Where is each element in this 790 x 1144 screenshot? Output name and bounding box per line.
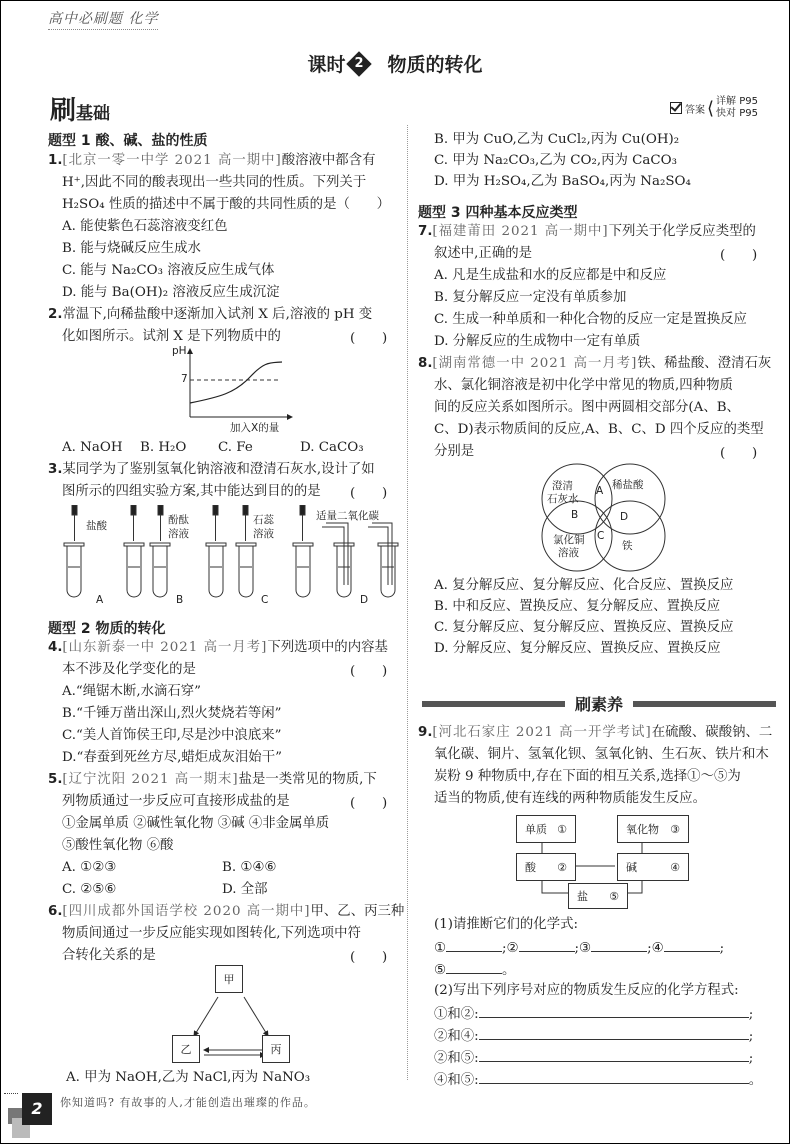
q8-line5: 分别是 bbox=[434, 444, 475, 459]
q6-source: [四川成都外国语学校 2020 高一期中] bbox=[62, 904, 311, 919]
running-title: 高中必刷题 化学 bbox=[48, 8, 158, 30]
venn-cucl2-2: 溶液 bbox=[558, 547, 579, 559]
q5-option-d: D. 全部 bbox=[222, 882, 268, 897]
equation-blank-4[interactable] bbox=[479, 1069, 749, 1084]
q7-option-b: B. 复分解反应一定没有单质参加 bbox=[434, 290, 627, 305]
q4-source: [山东新泰一中 2021 高一月考] bbox=[62, 640, 268, 655]
node-element-num: ① bbox=[557, 822, 567, 836]
q3-text: 某同学为了鉴别氢氧化钠溶液和澄清石灰水,设计了如 bbox=[62, 462, 375, 477]
q7-option-d: D. 分解反应的生成物中一定有单质 bbox=[434, 334, 641, 349]
q1-source: [北京一零一中学 2021 高一期中] bbox=[62, 153, 282, 168]
q8-line2: 水、氯化铜溶液是初中化学中常见的物质,四种物质 bbox=[434, 378, 733, 393]
eq3-label: ②和⑤: bbox=[434, 1051, 479, 1066]
node-bing: 丙 bbox=[262, 1035, 290, 1063]
q7-text: 下列关于化学反应类型的 bbox=[608, 224, 756, 239]
venn-limewater-2: 石灰水 bbox=[547, 493, 579, 505]
q1-option-a: A. 能使紫色石蕊溶液变红色 bbox=[62, 219, 228, 234]
node-oxide-num: ③ bbox=[670, 822, 680, 836]
blank2-label: ;② bbox=[502, 941, 519, 956]
q4-option-a: A.“绳锯木断,水滴石穿” bbox=[62, 684, 201, 699]
q6-line3: 合转化关系的是 bbox=[62, 948, 156, 963]
q9-number: 9. bbox=[418, 725, 433, 740]
tick-7: 7 bbox=[181, 373, 188, 385]
q2-option-a: A. NaOH bbox=[62, 440, 123, 455]
venn-iron: 铁 bbox=[622, 540, 633, 552]
q9-eq-row2 bbox=[434, 1025, 753, 1047]
q7-source: [福建莆田 2021 高一期中] bbox=[432, 224, 609, 239]
q5-answer-paren: ( ) bbox=[350, 796, 388, 811]
ph-curve bbox=[190, 362, 282, 403]
q9-line3: 炭粉 9 种物质中,存在下面的相互关系,选择①～⑤为 bbox=[434, 769, 741, 784]
row1-semicolon: ; bbox=[719, 941, 725, 956]
q9-part1: (1)请推断它们的化学式: bbox=[434, 917, 578, 932]
q5-option-a: A. ①②③ bbox=[62, 860, 117, 875]
blank3-label: ;③ bbox=[574, 941, 592, 956]
label-litmus-1: 石蕊 bbox=[253, 514, 274, 526]
venn-cucl2-1: 氯化铜 bbox=[553, 534, 585, 546]
q6-answer-paren: ( ) bbox=[350, 950, 388, 965]
answer-quick: 快对 P95 bbox=[716, 108, 758, 119]
page-number: 2 bbox=[22, 1093, 52, 1125]
q1-option-b: B. 能与烧碱反应生成水 bbox=[62, 241, 201, 256]
q8-source: [湖南常德一中 2021 高一月考] bbox=[432, 356, 638, 371]
row2-stop: 。 bbox=[502, 963, 516, 978]
label-phenolphthalein-2: 溶液 bbox=[168, 528, 189, 540]
heading-bar-right bbox=[633, 701, 776, 707]
q5-option-c: C. ②⑤⑥ bbox=[62, 882, 117, 897]
q4-line1 bbox=[48, 638, 388, 658]
section-heading bbox=[50, 90, 110, 127]
lesson-name: 物质的转化 bbox=[387, 54, 483, 76]
eq4-label: ④和⑤: bbox=[434, 1073, 479, 1088]
q6-line2: 物质间通过一步反应能实现如图转化,下列选项中符 bbox=[62, 926, 361, 941]
q3-line1 bbox=[48, 460, 375, 480]
type1-heading: 题型 1 酸、碱、盐的性质 bbox=[48, 133, 208, 149]
label-hcl: 盐酸 bbox=[86, 520, 107, 532]
section-big: 刷 bbox=[50, 96, 77, 126]
node-base-num: ④ bbox=[670, 860, 680, 874]
lesson-title bbox=[0, 50, 790, 77]
q8-line3: 间的反应关系如图所示。图中两圆相交部分(A、B、 bbox=[434, 400, 740, 415]
caption-b: B bbox=[176, 594, 184, 606]
node-acid-label: 酸 bbox=[525, 861, 536, 874]
q2-option-c: C. Fe bbox=[218, 440, 253, 455]
answer-reference bbox=[670, 96, 758, 120]
node-salt-label: 盐 bbox=[577, 890, 588, 903]
q9-source: [河北石家庄 2021 高一开学考试] bbox=[432, 725, 652, 740]
q8-option-c: C. 复分解反应、复分解反应、置换反应、置换反应 bbox=[434, 620, 734, 635]
q9-line4: 适当的物质,使有连线的两种物质能发生反应。 bbox=[434, 791, 707, 806]
node-oxide-label: 氧化物 bbox=[626, 823, 659, 836]
eq1-label: ①和②: bbox=[434, 1007, 479, 1022]
formula-blank-5[interactable] bbox=[446, 959, 502, 974]
q8-answer-paren: ( ) bbox=[720, 446, 758, 461]
q6-option-d: D. 甲为 H₂SO₄,乙为 BaSO₄,丙为 Na₂SO₄ bbox=[434, 174, 691, 189]
q6-line1 bbox=[48, 902, 404, 922]
type2-heading: 题型 2 物质的转化 bbox=[48, 621, 166, 637]
formula-blank-3[interactable] bbox=[591, 937, 647, 952]
q7-option-a: A. 凡是生成盐和水的反应都是中和反应 bbox=[434, 268, 667, 283]
x-axis-label: 加入X的量 bbox=[230, 422, 280, 434]
equation-blank-1[interactable] bbox=[479, 1003, 749, 1018]
equation-blank-3[interactable] bbox=[479, 1047, 749, 1062]
footer-tip: 你知道吗? 有故事的人,才能创造出璀璨的作品。 bbox=[60, 1096, 316, 1109]
section-small: 基础 bbox=[76, 104, 111, 124]
node-element bbox=[516, 815, 576, 843]
q8-number: 8. bbox=[418, 356, 433, 371]
q2-text: 常温下,向稀盐酸中逐渐加入试剂 X 后,溶液的 pH 变 bbox=[62, 307, 373, 322]
equation-blank-2[interactable] bbox=[479, 1025, 749, 1040]
q1-option-d: D. 能与 Ba(OH)₂ 溶液反应生成沉淀 bbox=[62, 285, 280, 300]
node-base-label: 碱 bbox=[626, 861, 637, 874]
type3-heading: 题型 3 四种基本反应类型 bbox=[418, 205, 578, 221]
q4-answer-paren: ( ) bbox=[350, 664, 388, 679]
q4-number: 4. bbox=[48, 640, 63, 655]
q4-option-b: B.“千锤万凿出深山,烈火焚烧若等闲” bbox=[62, 706, 282, 721]
q1-option-c: C. 能与 Na₂CO₃ 溶液反应生成气体 bbox=[62, 263, 275, 278]
node-base bbox=[617, 853, 689, 881]
q9-eq-row1 bbox=[434, 1003, 753, 1025]
formula-blank-1[interactable] bbox=[446, 937, 502, 952]
q6-text: 甲、乙、丙三种 bbox=[310, 904, 405, 919]
q5-line3: ①金属单质 ②碱性氧化物 ③碱 ④非金属单质 bbox=[62, 816, 330, 831]
checkbox-icon bbox=[670, 102, 682, 114]
q9-line1 bbox=[418, 723, 772, 743]
q1-text: 酸溶液中都含有 bbox=[281, 153, 376, 168]
node-element-label: 单质 bbox=[525, 823, 547, 836]
node-yi: 乙 bbox=[172, 1035, 200, 1063]
literacy-heading bbox=[422, 692, 776, 715]
q5-source: [辽宁沈阳 2021 高一期末] bbox=[62, 772, 239, 787]
q6-option-b: B. 甲为 CuO,乙为 CuCl₂,丙为 Cu(OH)₂ bbox=[434, 132, 680, 147]
blank1-label: ① bbox=[434, 941, 447, 956]
q2-line2: 化如图所示。试剂 X 是下列物质中的 bbox=[62, 329, 281, 344]
q2-ph-graph bbox=[160, 345, 300, 427]
q9-part2: (2)写出下列序号对应的物质发生反应的化学方程式: bbox=[434, 983, 739, 998]
q2-answer-paren: ( ) bbox=[350, 331, 388, 346]
q9-formula-row1 bbox=[434, 937, 724, 959]
label-litmus-2: 溶液 bbox=[253, 528, 274, 540]
q9-eq-row4 bbox=[434, 1069, 762, 1091]
venn-hcl: 稀盐酸 bbox=[612, 479, 644, 491]
q9-text: 在硫酸、碳酸钠、二 bbox=[651, 725, 773, 740]
q8-option-a: A. 复分解反应、复分解反应、化合反应、置换反应 bbox=[434, 578, 734, 593]
angle-bracket-icon: ⟨ bbox=[707, 97, 715, 119]
answer-label: 答案 bbox=[685, 104, 705, 116]
q2-number: 2. bbox=[48, 307, 63, 322]
eq2-semicolon: ; bbox=[748, 1029, 754, 1044]
q3-line2: 图所示的四组实验方案,其中能达到目的的是 bbox=[62, 484, 321, 499]
q8-line1 bbox=[418, 354, 771, 374]
blank4-label: ;④ bbox=[647, 941, 664, 956]
q7-line1 bbox=[418, 222, 756, 242]
node-jia: 甲 bbox=[215, 965, 243, 993]
literacy-title: 刷素养 bbox=[575, 695, 624, 714]
y-axis-label: pH bbox=[172, 345, 187, 357]
q6-number: 6. bbox=[48, 904, 63, 919]
q5-option-b: B. ①④⑥ bbox=[222, 860, 277, 875]
circle-hcl bbox=[595, 464, 665, 534]
venn-a: A bbox=[596, 485, 604, 497]
q8-option-b: B. 中和反应、置换反应、复分解反应、置换反应 bbox=[434, 599, 721, 614]
q8-option-d: D. 分解反应、复分解反应、置换反应、置换反应 bbox=[434, 641, 721, 656]
node-salt-num: ⑤ bbox=[609, 889, 619, 903]
heading-bar-left bbox=[422, 701, 565, 707]
formula-blank-2[interactable] bbox=[519, 937, 575, 952]
column-divider bbox=[407, 125, 408, 1080]
lesson-number-badge bbox=[346, 51, 371, 76]
node-acid-num: ② bbox=[557, 860, 567, 874]
node-acid bbox=[516, 853, 576, 881]
caption-d: D bbox=[360, 594, 369, 606]
q7-option-c: C. 生成一种单质和一种化合物的反应一定是置换反应 bbox=[434, 312, 747, 327]
q4-option-d: D.“春蚕到死丝方尽,蜡炬成灰泪始干” bbox=[62, 750, 282, 765]
label-co2: 适量二氧化碳 bbox=[316, 510, 379, 522]
eq3-semicolon: ; bbox=[748, 1051, 754, 1066]
q6-option-a: A. 甲为 NaOH,乙为 NaCl,丙为 NaNO₃ bbox=[66, 1070, 311, 1085]
q4-text: 下列选项中的内容基 bbox=[267, 640, 388, 655]
caption-c: C bbox=[261, 594, 269, 606]
q2-line1 bbox=[48, 305, 372, 325]
answer-detail: 详解 P95 bbox=[716, 96, 758, 107]
q5-text: 盐是一类常见的物质,下 bbox=[238, 772, 377, 787]
q9-eq-row3 bbox=[434, 1047, 753, 1069]
q3-answer-paren: ( ) bbox=[350, 486, 388, 501]
eq4-stop: 。 bbox=[748, 1073, 763, 1088]
q3-number: 3. bbox=[48, 462, 63, 477]
label-phenolphthalein-1: 酚酞 bbox=[168, 514, 189, 526]
q6-option-c: C. 甲为 Na₂CO₃,乙为 CO₂,丙为 CaCO₃ bbox=[434, 153, 677, 168]
q8-text: 铁、稀盐酸、澄清石灰 bbox=[637, 356, 772, 371]
footer-dots bbox=[4, 1093, 18, 1095]
q4-line2: 本不涉及化学变化的是 bbox=[62, 662, 196, 677]
venn-limewater-1: 澄清 bbox=[552, 480, 573, 492]
circle-iron bbox=[595, 501, 665, 571]
eq1-semicolon: ; bbox=[748, 1007, 754, 1022]
q9-formula-row2 bbox=[434, 959, 515, 981]
q7-line2: 叙述中,正确的是 bbox=[434, 246, 532, 261]
q8-line4: C、D)表示物质间的反应,A、B、C、D 四个反应的类型 bbox=[434, 422, 764, 437]
q4-option-c: C.“美人首饰侯王印,尽是沙中浪底来” bbox=[62, 728, 282, 743]
q1-number: 1. bbox=[48, 153, 63, 168]
q7-number: 7. bbox=[418, 224, 433, 239]
formula-blank-4[interactable] bbox=[664, 937, 720, 952]
blank5-label: ⑤ bbox=[434, 963, 447, 978]
q9-line2: 氧化碳、铜片、氢氧化钡、氢氧化钠、生石灰、铁片和木 bbox=[434, 747, 769, 762]
venn-c: C bbox=[597, 530, 605, 542]
eq2-label: ②和④: bbox=[434, 1029, 479, 1044]
node-oxide bbox=[617, 815, 689, 843]
venn-b: B bbox=[571, 509, 579, 521]
q1-line1 bbox=[48, 151, 375, 171]
q5-number: 5. bbox=[48, 772, 63, 787]
q5-line2: 列物质通过一步反应可直接形成盐的是 bbox=[62, 794, 290, 809]
node-salt bbox=[568, 883, 628, 909]
caption-a: A bbox=[96, 594, 104, 606]
lesson-prefix: 课时 bbox=[307, 54, 346, 76]
q2-option-b: B. H₂O bbox=[140, 440, 187, 455]
q1-line2: H⁺,因此不同的酸表现出一些共同的性质。下列关于 bbox=[62, 175, 367, 190]
q1-line3: H₂SO₄ 性质的描述中不属于酸的共同性质的是（ ） bbox=[62, 197, 391, 212]
q5-line1 bbox=[48, 770, 377, 790]
q2-option-d: D. CaCO₃ bbox=[300, 440, 364, 455]
lesson-number: 2 bbox=[353, 56, 364, 71]
q7-answer-paren: ( ) bbox=[720, 248, 758, 263]
venn-d: D bbox=[620, 511, 629, 523]
q5-line4: ⑤酸性氧化物 ⑥酸 bbox=[62, 838, 174, 853]
